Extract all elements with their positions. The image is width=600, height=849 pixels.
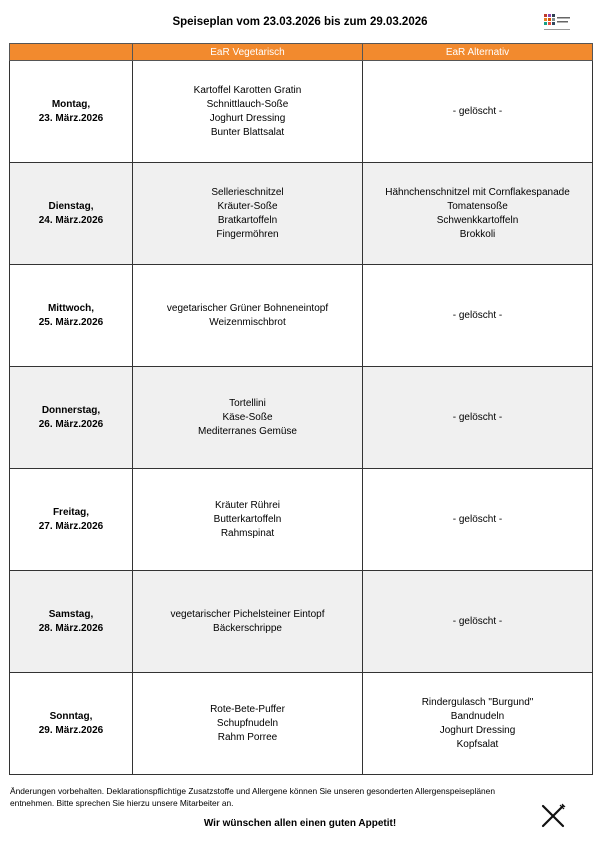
table-row [10,265,593,367]
dish-item: Schupfnudeln [216,717,279,729]
footer-note: Änderungen vorbehalten. Deklarationspflichtige Zusatzstoffe und Allergene können Sie unseren gesonderten Allergenspeiseplänen entnehmen. Bitte sprechen Sie hierzu unsere Mitarbeiter an. [10,786,495,808]
day-date: 29. März.2026 [38,724,104,736]
dish-item: Mediterranes Gemüse [198,425,297,437]
day-cell [10,673,133,775]
day-date: 28. März.2026 [38,622,104,634]
day-name: Dienstag, [48,200,94,212]
dish-item: - gelöscht - [452,615,503,627]
table-header-row [10,44,593,61]
menu-table [9,43,593,775]
dish-item: Weizenmischbrot [209,316,286,328]
vegetarisch-cell [133,163,363,265]
dish-item: Fingermöhren [216,228,279,240]
dish-item: Brokkoli [459,228,496,240]
alternativ-cell [363,469,593,571]
alternativ-cell [363,571,593,673]
dish-item: Tortellini [229,397,266,409]
dish-item: vegetarischer Grüner Bohneneintopf [166,302,329,314]
day-cell [10,163,133,265]
dish-item: - gelöscht - [452,309,503,321]
dish-item: Käse-Soße [222,411,273,423]
day-cell [10,367,133,469]
alternativ-cell [363,265,593,367]
day-date: 25. März.2026 [38,316,104,328]
dish-item: - gelöscht - [452,513,503,525]
dish-item: Bandnudeln [450,710,505,722]
dish-item: Rote-Bete-Puffer [210,703,285,715]
day-date: 23. März.2026 [38,112,104,124]
dish-item: Tomatensoße [447,200,508,212]
dish-item: Kopfsalat [456,738,499,750]
table-row [10,673,593,775]
dish-item: Bunter Blattsalat [210,126,285,138]
crossed-fork-knife-icon [539,802,567,830]
vegetarisch-cell [133,367,363,469]
alternativ-cell [363,163,593,265]
day-cell [10,571,133,673]
table-row [10,163,593,265]
column-header-vegetarisch: EaR Vegetarisch [133,44,363,61]
dish-item: Joghurt Dressing [209,112,286,124]
day-name: Mittwoch, [47,302,95,314]
day-cell [10,61,133,163]
dish-item: Kartoffel Karotten Gratin [193,84,302,96]
table-row [10,571,593,673]
day-name: Donnerstag, [41,404,101,416]
day-name: Montag, [51,98,91,110]
dish-item: - gelöscht - [452,105,503,117]
vegetarisch-cell [133,265,363,367]
closing-text: Wir wünschen allen einen guten Appetit! [203,818,397,829]
alternativ-cell [363,367,593,469]
dish-item: Hähnchenschnitzel mit Cornflakespanade [385,186,570,198]
day-cell [10,265,133,367]
day-name: Samstag, [48,608,94,620]
table-row [10,61,593,163]
column-header-alternativ: EaR Alternativ [363,44,593,61]
day-name: Freitag, [52,506,90,518]
vegetarisch-cell [133,61,363,163]
day-date: 26. März.2026 [38,418,104,430]
dish-item: Schnittlauch-Soße [206,98,289,110]
company-logo [540,12,574,34]
column-header-day [10,44,133,61]
dish-item: Bäckerschrippe [213,622,282,634]
day-date: 27. März.2026 [38,520,104,532]
dish-item: Bratkartoffeln [217,214,278,226]
vegetarisch-cell [133,571,363,673]
dish-item: Schwenkkartoffeln [436,214,519,226]
table-row [10,469,593,571]
table-row [10,367,593,469]
dish-item: Sellerieschnitzel [211,186,284,198]
dish-item: Joghurt Dressing [439,724,516,736]
day-cell [10,469,133,571]
page-title: Speiseplan vom 23.03.2026 bis zum 29.03.2026 [172,16,428,28]
dish-item: Kräuter-Soße [217,200,278,212]
day-name: Sonntag, [49,710,93,722]
vegetarisch-cell [133,469,363,571]
dish-item: Rahm Porree [217,731,278,743]
alternativ-cell [363,673,593,775]
dish-item: Rindergulasch "Burgund" [421,696,534,708]
dish-item: Butterkartoffeln [213,513,282,525]
dish-item: - gelöscht - [452,411,503,423]
vegetarisch-cell [133,673,363,775]
dish-item: vegetarischer Pichelsteiner Eintopf [170,608,325,620]
dish-item: Rahmspinat [220,527,275,539]
day-date: 24. März.2026 [38,214,104,226]
alternativ-cell [363,61,593,163]
dish-item: Kräuter Rührei [214,499,281,511]
